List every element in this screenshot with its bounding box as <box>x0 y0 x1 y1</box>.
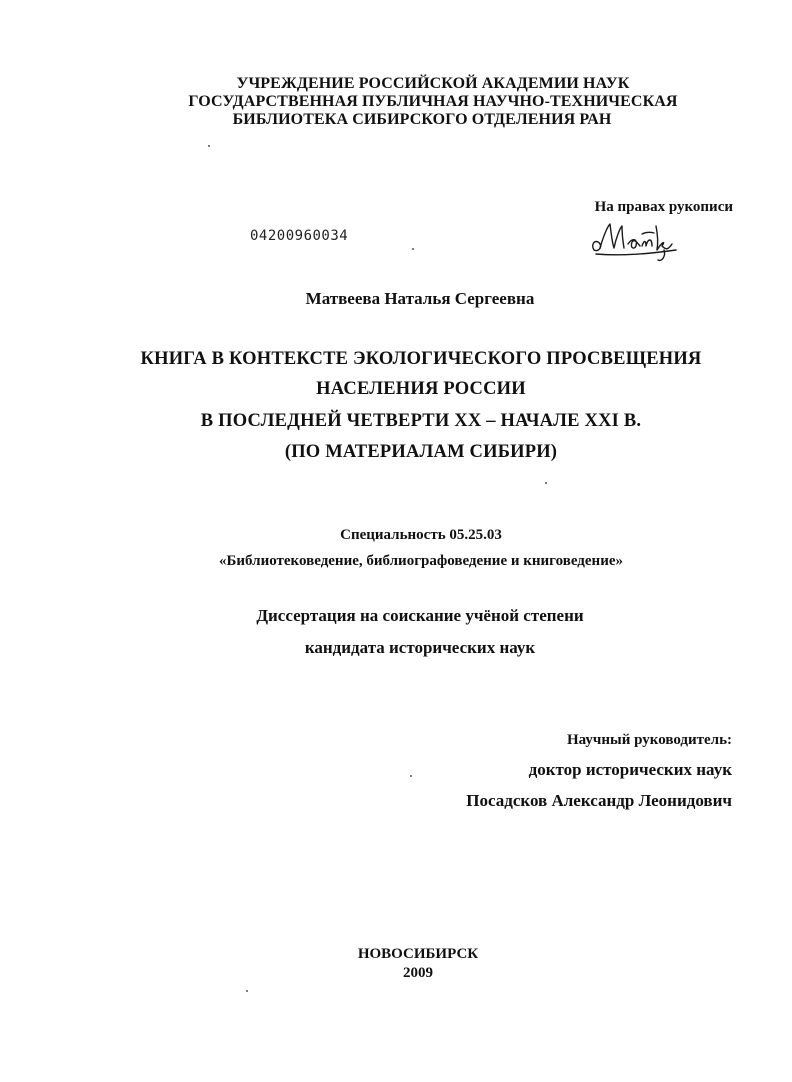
manuscript-note: На правах рукописи <box>594 199 733 215</box>
specialty-code: Специальность 05.25.03 <box>340 527 502 543</box>
supervisor-label: Научный руководитель: <box>567 732 732 748</box>
specialty-name: «Библиотековедение, библиографоведение и книговедение» <box>218 553 623 569</box>
supervisor-name: Посадсков Александр Леонидович <box>466 791 732 810</box>
title-line-2: НАСЕЛЕНИЯ РОССИИ <box>316 379 526 399</box>
supervisor-degree: доктор исторических наук <box>528 760 732 779</box>
author-name: Матвеева Наталья Сергеевна <box>305 289 535 308</box>
inventory-number: 04200960034 <box>250 228 349 244</box>
scan-speck <box>246 990 248 992</box>
scan-speck <box>208 145 210 147</box>
scan-speck <box>545 482 547 484</box>
year: 2009 <box>403 965 433 981</box>
dissertation-line-2: кандидата исторических наук <box>304 638 536 657</box>
scan-speck <box>412 248 414 250</box>
institution-line-3: БИБЛИОТЕКА СИБИРСКОГО ОТДЕЛЕНИЯ РАН <box>232 111 612 128</box>
handwritten-signature <box>588 214 684 266</box>
title-line-1: КНИГА В КОНТЕКСТЕ ЭКОЛОГИЧЕСКОГО ПРОСВЕЩЕНИЯ <box>140 349 702 369</box>
institution-line-2: ГОСУДАРСТВЕННАЯ ПУБЛИЧНАЯ НАУЧНО-ТЕХНИЧЕСКАЯ <box>188 93 678 110</box>
institution-line-1: УЧРЕЖДЕНИЕ РОССИЙСКОЙ АКАДЕМИИ НАУК <box>236 75 630 92</box>
title-line-4: (ПО МАТЕРИАЛАМ СИБИРИ) <box>284 442 558 462</box>
dissertation-line-1: Диссертация на соискание учёной степени <box>256 606 584 625</box>
city: НОВОСИБИРСК <box>357 946 479 962</box>
title-line-3: В ПОСЛЕДНЕЙ ЧЕТВЕРТИ XX – НАЧАЛЕ XXI В. <box>200 411 642 431</box>
scan-speck <box>410 775 412 777</box>
